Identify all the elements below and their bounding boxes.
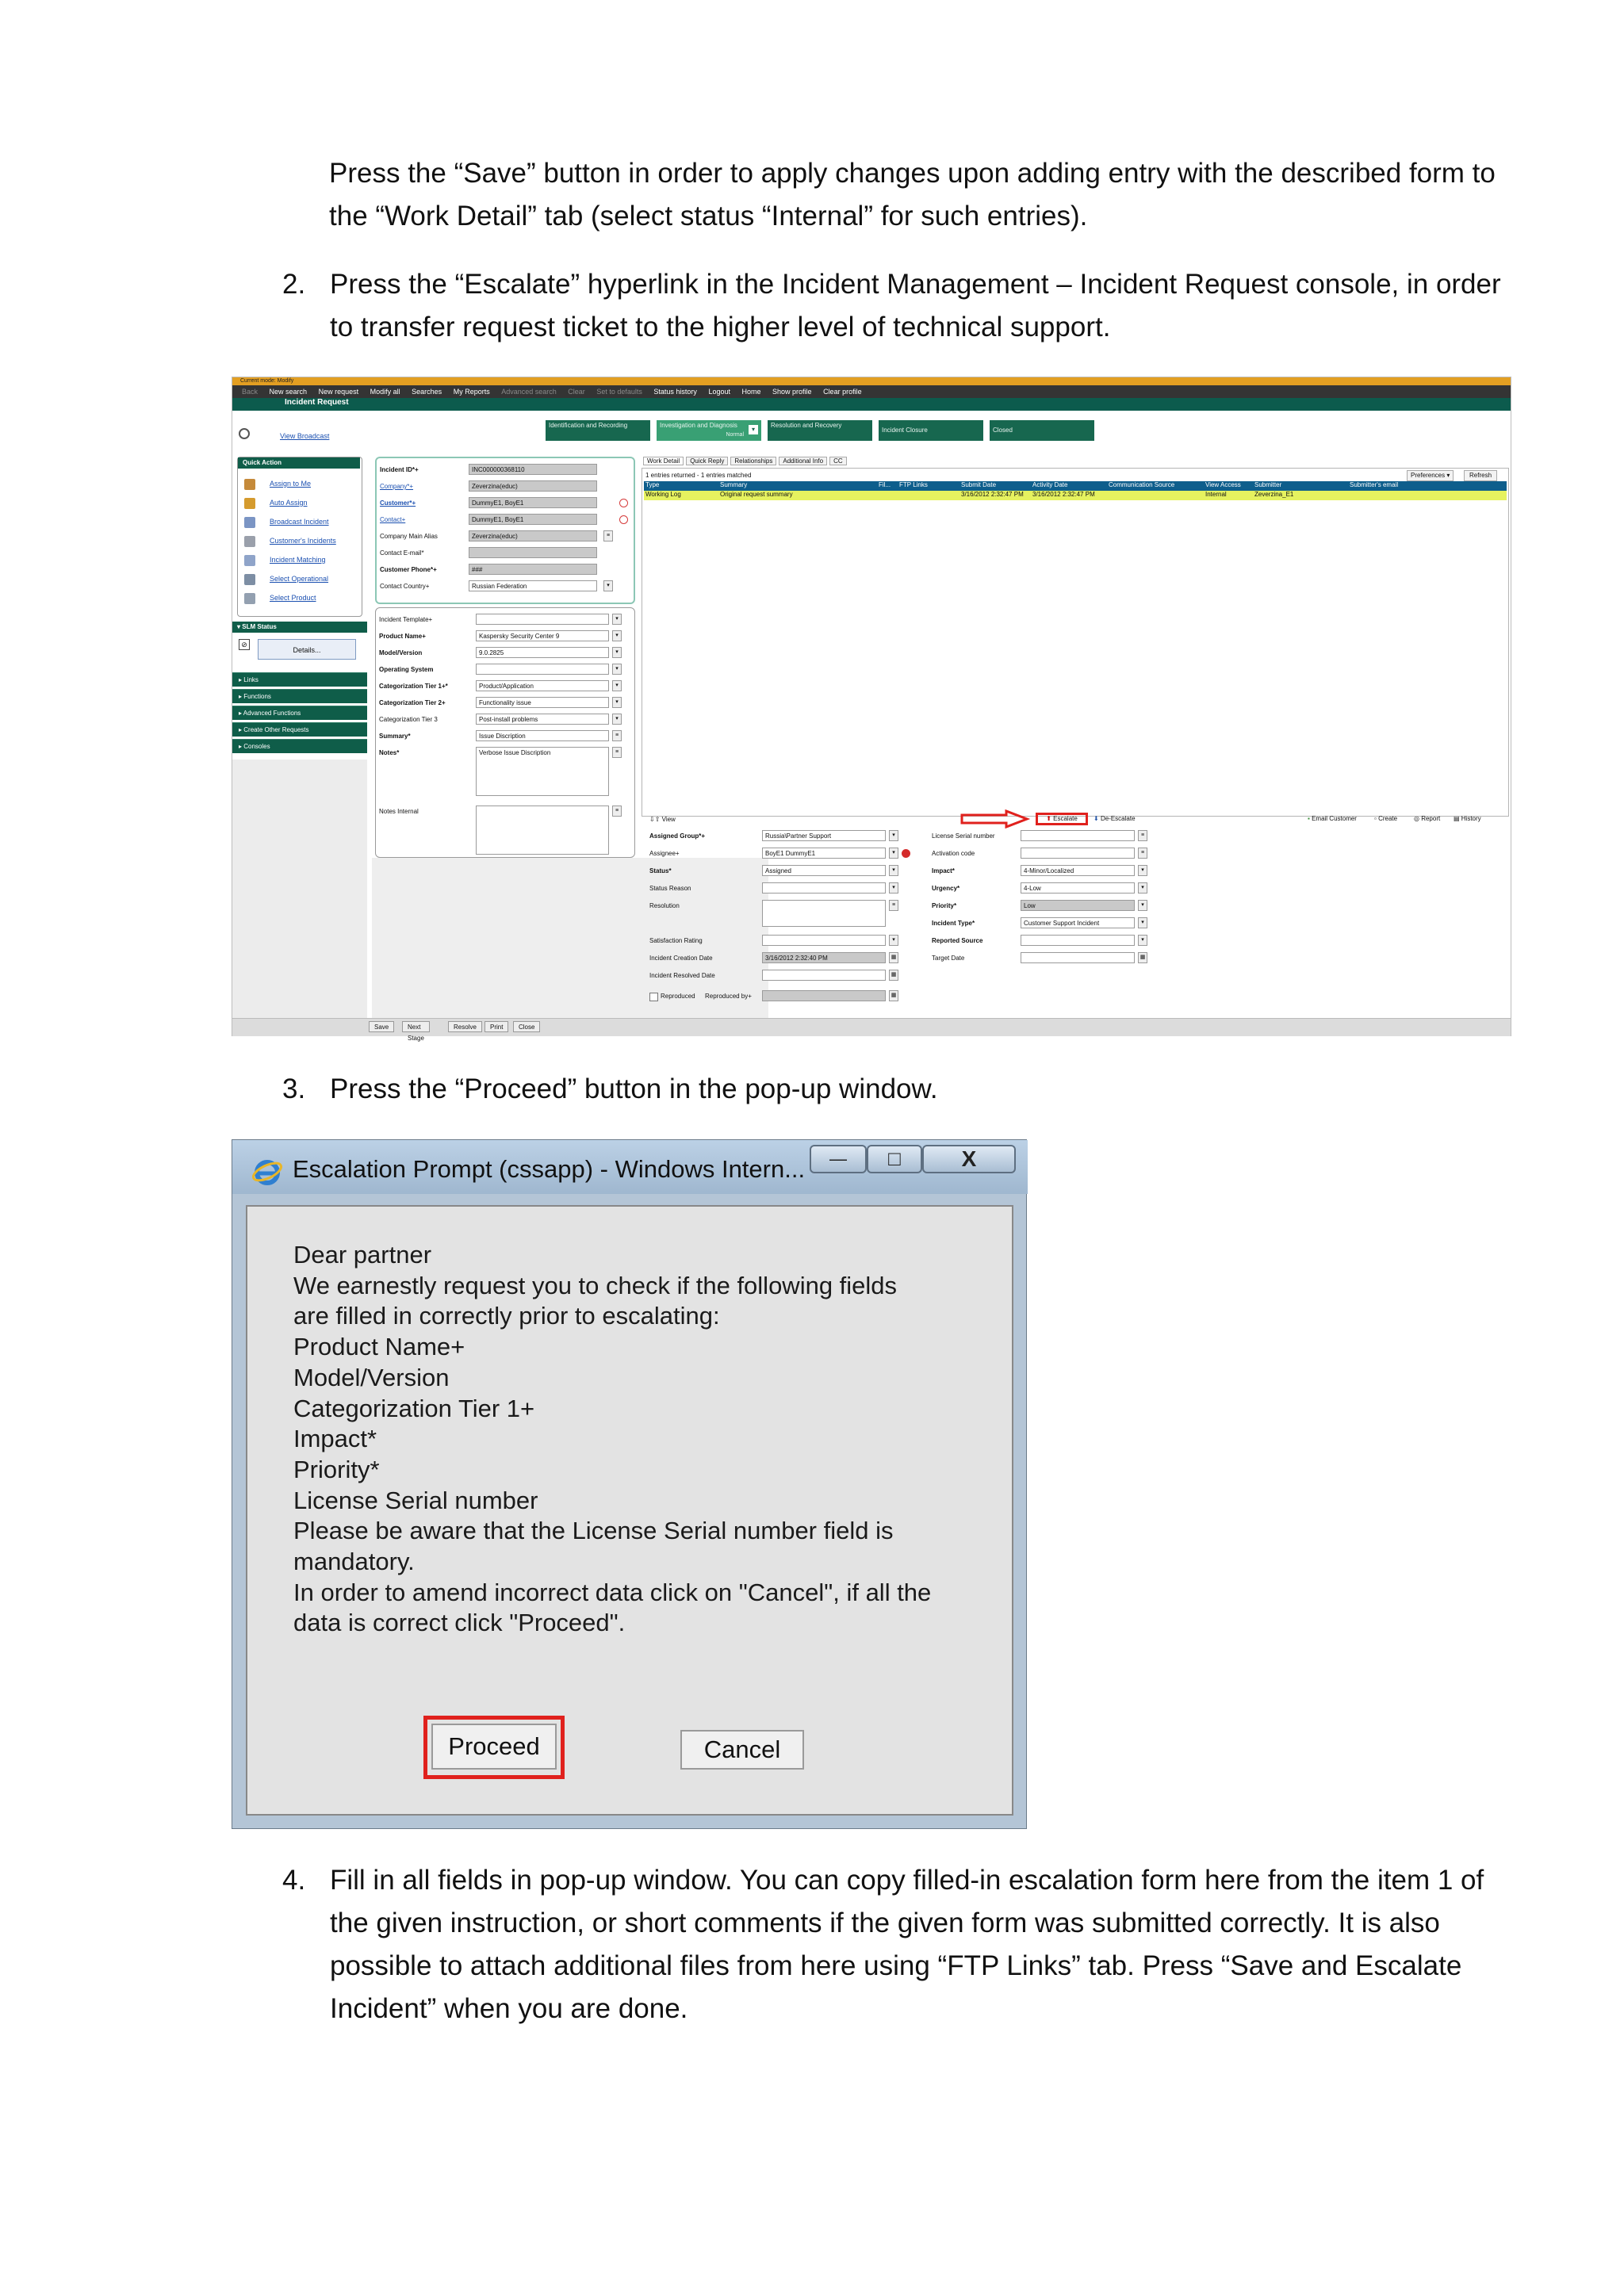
minimize-button[interactable] [810,1145,867,1173]
urgency-dropdown-icon[interactable]: ▾ [1138,882,1147,894]
close-icon: X [961,1146,977,1171]
intro-line-2: the “Work Detail” tab (select status “Internal” for such entries). [329,201,1088,232]
preferences-button[interactable]: Preferences ▾ [1407,470,1454,481]
tab-quick-reply[interactable]: Quick Reply [686,457,728,465]
mode-bar [232,377,1511,385]
step-3-number: 3. [282,1073,306,1104]
message-line: Categorization Tier 1+ [293,1394,535,1422]
nav-functions-chevron-icon: ▸ [239,693,244,700]
field-model-version: Model/Version 9.0.2825 ▾ [379,646,631,660]
notes-internal-input[interactable] [476,806,609,855]
toolbar-modify-all[interactable]: Modify all [370,388,400,396]
nav-consoles[interactable]: ▸ Consoles [232,739,367,753]
field-assigned-group: Assigned Group*+ Russia\Partner Support ▾ [649,829,911,844]
red-arrow-annotation [960,810,1032,828]
message-line: We earnestly request you to check if the following fields [293,1271,898,1299]
field-incident-template: Incident Template+ ▾ [379,613,631,627]
stage-investigation-label: Investigation and Diagnosis [660,422,737,429]
field-urgency: Urgency* 4-Low ▾ [932,882,1170,896]
view-broadcast-link[interactable]: View Broadcast [280,432,330,440]
incident-id-input[interactable]: INC000000368110 [469,464,597,475]
toolbar-status-history[interactable]: Status history [653,388,697,396]
urgency-input[interactable]: 4-Low [1021,882,1135,894]
tier3-dropdown-icon[interactable]: ▾ [612,714,622,725]
col-files[interactable]: Fil... [879,481,891,488]
toolbar-my-reports[interactable]: My Reports [453,388,490,396]
field-satisfaction: Satisfaction Rating ▾ [649,934,911,948]
qa-incident-matching[interactable]: Incident Matching [241,553,360,568]
nav-advanced-functions[interactable]: ▸ Advanced Functions [232,706,367,720]
people-icon [244,498,255,509]
impact-dropdown-icon[interactable]: ▾ [1138,865,1147,876]
field-reproduced [649,989,911,1004]
field-reported-source: Reported Source ▾ [932,934,1170,948]
toolbar-advanced-search[interactable]: Advanced search [501,388,557,396]
step-4-line-4: Incident” when you are done. [330,1993,688,2024]
history-icon: ▤ [1454,815,1461,822]
reproduced-by-icon[interactable]: ▦ [889,990,898,1001]
field-resolved-date: Incident Resolved Date ▦ [649,969,911,983]
refresh-button[interactable]: Refresh [1464,470,1497,481]
col-submitter-email[interactable]: Submitter's email [1350,481,1399,488]
slm-chevron-icon: ▾ [237,623,243,630]
step-2-line-2: to transfer request ticket to the higher level of technical support. [330,312,1111,342]
clear-customer-icon[interactable] [619,499,628,507]
resolved-date-input[interactable] [762,970,886,981]
stage-dropdown-icon[interactable]: ▾ [749,425,758,434]
nav-create-other-requests[interactable]: ▸ Create Other Requests [232,722,367,737]
toolbar-new-search[interactable]: New search [269,388,308,396]
message-line: Priority* [293,1455,380,1483]
escalation-prompt-window [232,1139,1027,1829]
assignee-dropdown-icon[interactable]: ▾ [889,848,898,859]
report-link[interactable]: ◎ Report [1414,815,1441,822]
match-icon [244,555,255,566]
slm-status-header[interactable] [232,622,367,633]
create-icon: ▫ [1374,815,1379,822]
message-line: License Serial number [293,1486,538,1514]
toolbar-new-request[interactable]: New request [318,388,359,396]
assignee-clear-icon[interactable] [902,849,910,858]
cell-summary: Original request summary [720,491,793,498]
stage-closed[interactable]: Closed [990,420,1094,441]
stage-identification[interactable]: Identification and Recording [546,420,650,441]
step-2-line-1: Press the “Escalate” hyperlink in the Incident Management – Incident Request console, in order [330,269,1501,300]
nav-consoles-chevron-icon: ▸ [239,743,244,750]
field-target-date: Target Date ▦ [932,951,1170,966]
toolbar-logout[interactable]: Logout [708,388,730,396]
field-cat-tier-3: Categorization Tier 3 Post-install problems ▾ [379,713,631,727]
maximize-icon: □ [888,1146,901,1170]
close-window-button[interactable] [922,1145,1016,1173]
bottom-bar [232,1018,1511,1042]
message-line: Product Name+ [293,1333,465,1361]
entries-count: 1 entries returned - 1 entries matched [645,472,752,479]
col-submit-date[interactable]: Submit Date [961,481,997,488]
incident-type-dropdown-icon[interactable]: ▾ [1138,917,1147,928]
cell-type: Working Log [645,491,681,498]
reproduced-label: Reproduced [661,993,695,1000]
reproduced-by-input[interactable] [762,990,886,1001]
view-toggle[interactable]: ⇩⇧ View [649,816,676,823]
field-summary: Summary* Issue Discription ≡ [379,729,631,744]
nav-links[interactable]: ▸ Links [232,672,367,687]
resolved-date-calendar-icon[interactable]: ▦ [889,970,898,981]
view-arrows-icon: ⇩⇧ [649,816,662,823]
col-type[interactable]: Type [645,481,660,488]
nav-create-chevron-icon: ▸ [239,726,244,733]
toolbar-clear[interactable]: Clear [568,388,585,396]
priority-dropdown-icon[interactable]: ▾ [1138,900,1147,911]
minimize-icon: — [829,1149,847,1169]
preferences-dropdown-icon: ▾ [1446,472,1450,479]
quick-action-panel [237,457,362,617]
message-line: Impact* [293,1425,377,1453]
nav-advanced-chevron-icon: ▸ [239,710,243,717]
field-contact-email: Contact E-mail* [380,546,632,561]
print-button[interactable]: Print [485,1021,508,1032]
notes-internal-expand-icon[interactable]: ≡ [612,806,622,817]
cat-tier-1-input[interactable]: Product/Application [476,680,609,691]
step-4-number: 4. [282,1865,306,1896]
product-icon [244,593,255,604]
group-dropdown-icon[interactable]: ▾ [889,830,898,841]
field-incident-id: Incident ID*+ INC000000368110 [380,463,632,477]
os-dropdown-icon[interactable]: ▾ [612,664,622,675]
reproduced-checkbox[interactable] [649,993,658,1001]
slm-status-label: SLM Status [242,623,277,630]
deescalate-arrow-icon: ⬇ [1094,815,1101,822]
field-license-serial: License Serial number ≡ [932,829,1170,844]
deescalate-link[interactable]: ⬇ De-Escalate [1094,815,1136,822]
table-row[interactable] [644,491,1507,500]
license-serial-input[interactable] [1021,830,1135,841]
contact-country-input[interactable]: Russian Federation [469,580,597,591]
qa-customer-incidents[interactable]: Customer's Incidents [241,534,360,549]
operating-system-input[interactable] [476,664,609,675]
cell-submit-date: 3/16/2012 2:32:47 PM [961,491,1024,498]
qa-select-product[interactable]: Select Product [241,591,360,607]
country-dropdown-icon[interactable]: ▾ [603,580,613,591]
tab-cc[interactable]: CC [829,457,847,465]
field-activation-code: Activation code ≡ [932,847,1170,861]
field-status-reason: Status Reason ▾ [649,882,911,896]
alias-list-icon[interactable]: ≡ [603,530,613,541]
slm-status-icon: ⊘ [239,639,250,650]
grid-header [644,481,1507,491]
toolbar-back[interactable]: Back [242,388,259,396]
creation-date-calendar-icon[interactable]: ▦ [889,952,898,963]
stage-resolution[interactable]: Resolution and Recovery [768,420,872,441]
cat-tier-3-input[interactable]: Post-install problems [476,714,609,725]
incident-doc-icon [244,536,255,547]
classification-block [375,607,635,858]
work-detail-panel [642,468,1509,817]
status-input[interactable]: Assigned [762,865,886,876]
incident-type-input[interactable]: Customer Support Incident [1021,917,1135,928]
field-resolution: Resolution ≡ [649,899,911,931]
target-date-input[interactable] [1021,952,1135,963]
field-impact: Impact* 4-Minor/Localized ▾ [932,864,1170,878]
toolbar-searches[interactable]: Searches [412,388,442,396]
field-notes: Notes* Verbose Issue Discription ≡ [379,746,631,798]
col-activity-date[interactable]: Activity Date [1032,481,1068,488]
creation-date-input[interactable]: 3/16/2012 2:32:40 PM [762,952,886,963]
company-input[interactable]: Zeverzina(educ) [469,480,597,492]
field-company-alias: Company Main Alias Zeverzina(educ) ≡ [380,530,632,544]
message-line: are filled in correctly prior to escalating: [293,1302,720,1330]
activation-code-input[interactable] [1021,848,1135,859]
tier2-dropdown-icon[interactable]: ▾ [612,697,622,708]
qa-assign-to-me[interactable]: Assign to Me [241,476,360,492]
field-product-name: Product Name+ Kaspersky Security Center 9 ▾ [379,629,631,644]
notes-expand-icon[interactable]: ≡ [612,747,622,758]
assigned-group-input[interactable]: Russia\Partner Support [762,830,886,841]
email-customer-link[interactable]: ▪ Email Customer [1308,815,1357,822]
stage-investigation-sub: Normal [726,432,744,438]
save-button[interactable]: Save [369,1021,394,1032]
customer-input[interactable]: DummyE1, BoyE1 [469,497,597,508]
stage-closure[interactable]: Incident Closure [879,420,983,441]
toolbar [232,385,1511,398]
clear-contact-icon[interactable] [619,515,628,524]
qa-broadcast[interactable]: Broadcast Incident [241,515,360,530]
step-4-line-1: Fill in all fields in pop-up window. You can copy filled-in escalation form here from the item 1 of [330,1865,1484,1896]
license-expand-icon[interactable]: ≡ [1138,830,1147,841]
toolbar-home[interactable]: Home [741,388,761,396]
product-name-input[interactable]: Kaspersky Security Center 9 [476,630,609,641]
col-comm-source[interactable]: Communication Source [1109,481,1175,488]
field-cat-tier-1: Categorization Tier 1+* Product/Application ▾ [379,679,631,694]
next-stage-button[interactable]: Next Stage [402,1021,430,1032]
model-version-input[interactable]: 9.0.2825 [476,647,609,658]
col-submitter[interactable]: Submitter [1254,481,1282,488]
field-status: Status* Assigned ▾ [649,864,911,878]
red-arrow-shape [962,811,1027,827]
nav-functions[interactable]: ▸ Functions [232,689,367,703]
mode-label: Current mode: Modify [240,378,294,384]
cell-view-access: Internal [1205,491,1227,498]
summary-expand-icon[interactable]: ≡ [612,730,622,741]
email-icon: ▪ [1308,815,1312,822]
operational-icon [244,574,255,585]
message-line: mandatory. [293,1548,415,1576]
notes-input[interactable]: Verbose Issue Discription [476,747,609,796]
report-icon: ◎ [1414,815,1422,822]
nav-links-chevron-icon: ▸ [239,676,244,683]
message-line: data is correct click "Proceed". [293,1609,626,1637]
tab-work-detail[interactable]: Work Detail [643,457,684,465]
escalate-arrow-icon: ⬆ [1046,815,1054,822]
console-title: Incident Request [285,398,349,407]
slm-details-button[interactable]: Details... [258,639,356,660]
summary-input[interactable]: Issue Discription [476,730,609,741]
field-assignee: Assignee+ BoyE1 DummyE1 ▾ [649,847,911,861]
reason-dropdown-icon[interactable]: ▾ [889,882,898,894]
product-dropdown-icon[interactable]: ▾ [612,630,622,641]
status-dropdown-icon[interactable]: ▾ [889,865,898,876]
incident-template-input[interactable] [476,614,609,625]
status-reason-input[interactable] [762,882,886,894]
step-4-line-2: the given instruction, or short comments if the given form was submitted correctly. It is also [330,1908,1440,1938]
model-dropdown-icon[interactable]: ▾ [612,647,622,658]
col-summary[interactable]: Summary [720,481,748,488]
field-contact-country: Contact Country+ Russian Federation ▾ [380,580,632,594]
template-dropdown-icon[interactable]: ▾ [612,614,622,625]
cancel-button[interactable]: Cancel [680,1730,804,1770]
step-3-line-1: Press the “Proceed” button in the pop-up window. [330,1073,938,1104]
qa-select-operational[interactable]: Select Operational [241,572,360,587]
tab-relationships[interactable]: Relationships [730,457,776,465]
company-alias-input[interactable]: Zeverzina(educ) [469,530,597,541]
satisfaction-dropdown-icon[interactable]: ▾ [889,935,898,946]
message-line: Dear partner [293,1241,432,1269]
person-icon [244,479,255,490]
field-customer-phone: Customer Phone*+ ### [380,563,632,577]
assignee-input[interactable]: BoyE1 DummyE1 [762,848,886,859]
left-column-fill [232,760,367,1035]
satisfaction-input[interactable] [762,935,886,946]
resolve-button[interactable]: Resolve [448,1021,482,1032]
cell-activity-date: 3/16/2012 2:32:47 PM [1032,491,1095,498]
contact-input[interactable]: DummyE1, BoyE1 [469,514,597,525]
intro-line-1: Press the “Save” button in order to apply changes upon adding entry with the described form to [329,158,1496,189]
col-view-access[interactable]: View Access [1205,481,1241,488]
quick-action-title: Quick Action [238,457,360,469]
field-creation-date: Incident Creation Date 3/16/2012 2:32:40 PM ▦ [649,951,911,966]
toolbar-clear-profile[interactable]: Clear profile [823,388,862,396]
reported-source-input[interactable] [1021,935,1135,946]
internet-explorer-icon [251,1156,283,1188]
resolution-input[interactable] [762,900,886,927]
qa-auto-assign[interactable]: Auto Assign [241,496,360,511]
broadcast-doc-icon [244,517,255,528]
customer-block [375,457,635,604]
close-button[interactable]: Close [513,1021,540,1032]
customer-phone-input[interactable]: ### [469,564,597,575]
dialog-client-area [246,1205,1013,1816]
message-line: Please be aware that the License Serial number field is [293,1517,894,1545]
reproduced-by-label: Reproduced by+ [705,993,752,1000]
field-operating-system: Operating System ▾ [379,663,631,677]
message-line: In order to amend incorrect data click on "Cancel", if all the [293,1578,932,1606]
detail-tabs [643,457,849,465]
field-contact: Contact+ DummyE1, BoyE1 [380,513,632,527]
dialog-message [293,1240,991,1639]
target-date-calendar-icon[interactable]: ▦ [1138,952,1147,963]
broadcast-icon [239,428,250,439]
console-title-bar [232,398,1511,411]
col-ftp-links[interactable]: FTP Links [899,481,928,488]
stage-investigation[interactable] [657,420,761,441]
step-2-number: 2. [282,269,306,300]
incident-request-screenshot [232,377,1511,1042]
maximize-button[interactable] [867,1145,922,1173]
escalate-link[interactable]: ⬆ Escalate [1036,813,1088,825]
source-dropdown-icon[interactable]: ▾ [1138,935,1147,946]
assignment-area [642,829,1165,1035]
message-line: Model/Version [293,1363,450,1391]
impact-input[interactable]: 4-Minor/Localized [1021,865,1135,876]
field-notes-internal: Notes Internal ≡ [379,805,631,855]
step-4-line-3: possible to attach additional files from here using “FTP Links” tab. Press “Save and Escalate [330,1950,1462,1981]
window-titlebar [232,1140,1028,1194]
field-incident-type: Incident Type* Customer Support Incident ▾ [932,916,1170,931]
cell-submitter: Zeverzina_E1 [1254,491,1294,498]
create-link[interactable]: ▫ Create [1374,815,1398,822]
proceed-button[interactable]: Proceed [431,1724,557,1770]
resolution-expand-icon[interactable]: ≡ [889,900,898,911]
tier1-dropdown-icon[interactable]: ▾ [612,680,622,691]
toolbar-set-defaults[interactable]: Set to defaults [596,388,642,396]
toolbar-show-profile[interactable]: Show profile [772,388,812,396]
field-priority: Priority* Low ▾ [932,899,1170,913]
history-link[interactable]: ▤ History [1454,815,1481,822]
priority-input[interactable]: Low [1021,900,1135,911]
activation-expand-icon[interactable]: ≡ [1138,848,1147,859]
contact-email-input[interactable] [469,547,597,558]
field-cat-tier-2: Categorization Tier 2+ Functionality issue ▾ [379,696,631,710]
cat-tier-2-input[interactable]: Functionality issue [476,697,609,708]
field-customer: Customer*+ DummyE1, BoyE1 [380,496,632,511]
field-company: Company*+ Zeverzina(educ) [380,480,632,494]
window-title: Escalation Prompt (cssapp) - Windows Intern... [293,1155,806,1183]
tab-additional-info[interactable]: Additional Info [779,457,827,465]
